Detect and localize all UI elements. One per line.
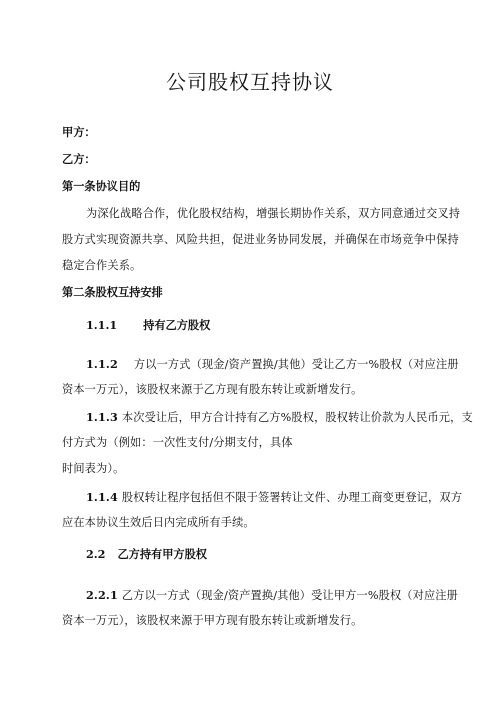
clause-1-1-2: [86, 356, 459, 373]
document-title: 公司股权互持协议: [166, 70, 334, 94]
section-2-2-heading: [86, 546, 207, 563]
clause-1-1-4: [86, 489, 462, 506]
clause-1-1-2-line-2: 资本一万元），该股权来源于乙方现有股东转让或新增发行。: [62, 383, 363, 396]
clause-number: 1.1.2: [86, 357, 118, 371]
clause-text: 本次受让后，甲方合计持有乙方%股权，股权转让价款为人民币元，支: [121, 411, 473, 424]
clause-number: 2.2: [86, 547, 106, 561]
clause-2-2-1-line-2: 资本一万元），该股权来源于甲方现有股东转让或新增发行。: [62, 614, 363, 627]
party-b-label: 乙方：: [62, 153, 96, 166]
clause-1-1-3-line-3: 时间表为）。: [62, 462, 125, 475]
clause-number: 2.2.1: [86, 588, 118, 602]
clause-title: 乙方持有甲方股权: [117, 548, 207, 561]
clause-text: 方以一方式（现金/资产置换/其他）受让乙方一%股权（对应注册: [133, 358, 459, 371]
clause-number: 1.1.1: [86, 318, 118, 332]
section1-line-1: 为深化战略合作，优化股权结构，增强长期协作关系，双方同意通过交叉持: [86, 207, 461, 220]
clause-number: 1.1.4: [86, 490, 118, 504]
section1-heading: 第一条协议目的: [62, 180, 141, 193]
clause-number: 1.1.3: [86, 410, 118, 424]
clause-2-2-1: [86, 587, 458, 604]
clause-1-1-4-line-2: 应在本协议生效后日内完成所有手续。: [62, 516, 255, 529]
section1-line-3: 稳定合作关系。: [62, 259, 142, 272]
clause-1-1-1: [86, 317, 210, 334]
party-a-label: 甲方：: [62, 126, 96, 139]
section1-line-2: 股方式实现资源共享、风险共担，促进业务协同发展，并确保在市场竞争中保持: [62, 233, 459, 246]
clause-text: 股权转让程序包括但不限于签署转让文件、办理工商变更登记，双方: [121, 491, 463, 504]
clause-1-1-3: [86, 409, 473, 426]
section2-heading: 第二条股权互持安排: [62, 286, 163, 299]
clause-text: 乙方以一方式（现金/资产置换/其他）受让甲方一%股权（对应注册: [121, 589, 458, 602]
clause-title: 持有乙方股权: [143, 319, 211, 332]
clause-1-1-3-line-2: 付方式为（例如：一次性支付/分期支付，具体: [62, 436, 293, 449]
